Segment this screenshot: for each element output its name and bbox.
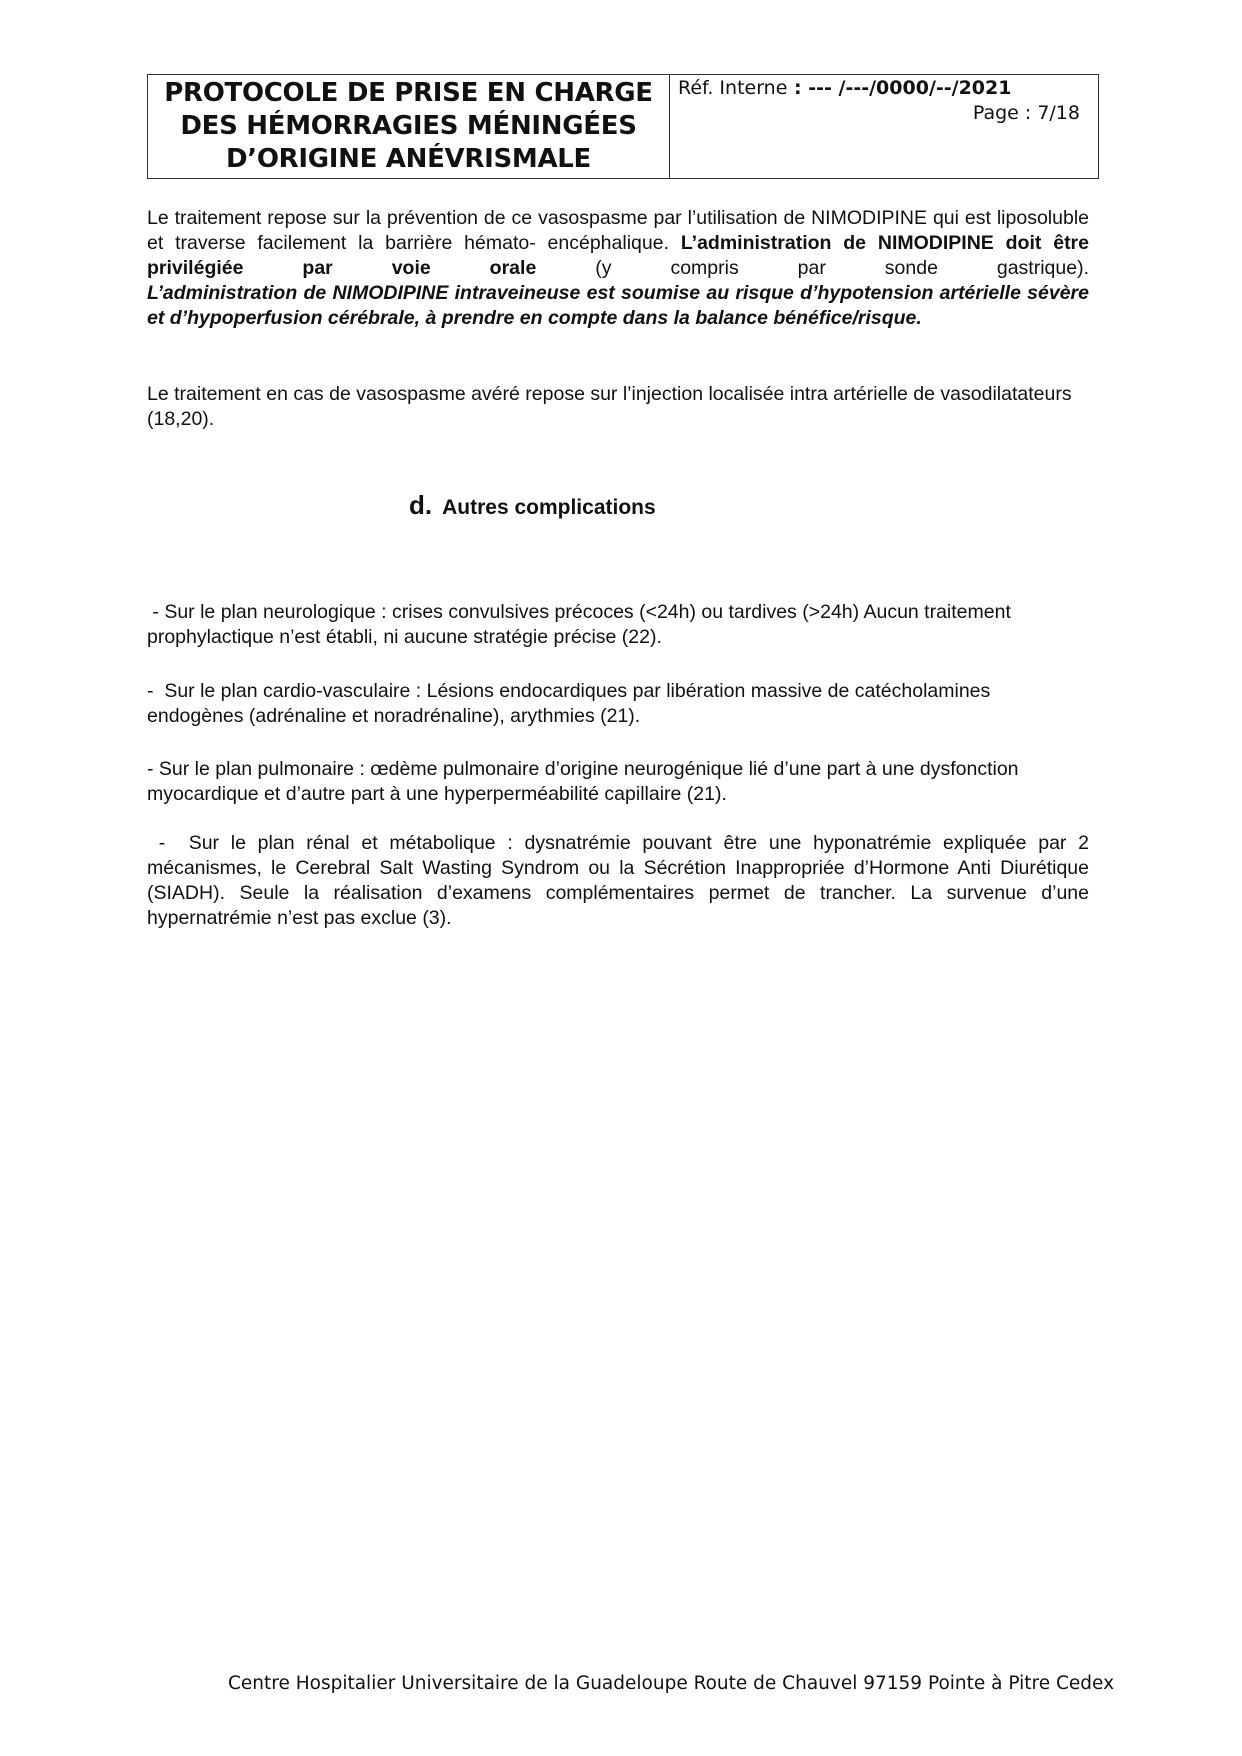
item-renal-metabolique: - Sur le plan rénal et métabolique : dysnatrémie pouvant être une hyponatrémie expliquée par 2 mécanismes, le Cerebral Salt Wasting Syndrom ou la Sécrétion Inappropriée d’Hormone Anti Diurétique (SIADH). Seule la réalisation d’examens complémentaires permet de trancher. La survenue d’une hypernatrémie n’est pas exclue (3).	[147, 832, 1095, 929]
paragraph-nimodipine	[147, 206, 1089, 281]
reference-cell	[670, 75, 1098, 178]
para2-text: Le traitement en cas de vasospasme avéré repose sur l’injection localisée intra artérielle de vasodilatateurs (18,20).	[147, 383, 1072, 430]
para1-text-3: (y compris par sonde gastrique).	[536, 257, 1089, 279]
page-number: Page : 7/18	[972, 102, 1080, 124]
paragraph-vasospasm-treatment	[147, 382, 1089, 432]
ref-value: : --- /---/0000/--/2021	[787, 77, 1012, 99]
page-footer: Centre Hospitalier Universitaire de la Guadeloupe Route de Chauvel 97159 Pointe à Pitre Cedex	[227, 1673, 1115, 1694]
item-cardio-vasculaire: - Sur le plan cardio-vasculaire : Lésions endocardiques par libération massive de catécholamines endogènes (adrénaline et noradrénaline), arythmies (21).	[147, 680, 996, 727]
document-header	[147, 74, 1099, 179]
section-title: Autres complications	[442, 496, 656, 519]
item-neurologique: - Sur le plan neurologique : crises convulsives précoces (<24h) ou tardives (>24h) Aucun traitement prophylactique n’est établi, ni aucune stratégie précise (22).	[147, 601, 1017, 648]
para1-text-1: Le traitement repose sur la prévention de ce vasospasme par l’utilisation de NIMODIPINE qui est liposoluble et traverse facilement la barrière hémato- encéphalique.	[147, 207, 1089, 254]
para1-bold-text: L’administration de NIMODIPINE doit être privilégiée par voie orale	[147, 232, 1089, 279]
paragraph-nimodipine-iv	[147, 281, 1089, 331]
para1-bolditalic-text: L’administration de NIMODIPINE intraveineuse est soumise au risque d’hypotension artérielle sévère et d’hypoperfusion cérébrale, à prendre en compte dans la balance bénéfice/risque.	[147, 282, 1089, 329]
title-line-3: D’ORIGINE ANÉVRISMALE	[225, 144, 592, 174]
internal-reference	[678, 77, 1011, 99]
section-letter: d.	[409, 490, 433, 520]
section-heading	[409, 490, 656, 521]
title-line-2: DES HÉMORRAGIES MÉNINGÉES	[180, 111, 637, 141]
item-pulmonaire: - Sur le plan pulmonaire : œdème pulmonaire d’origine neurogénique lié d’une part à une dysfonction myocardique et d’autre part à une hyperperméabilité capillaire (21).	[147, 758, 1024, 805]
list-item	[147, 781, 1095, 956]
title-line-1: PROTOCOLE DE PRISE EN CHARGE	[164, 78, 653, 108]
document-title	[148, 75, 670, 178]
ref-label: Réf. Interne	[678, 77, 788, 99]
